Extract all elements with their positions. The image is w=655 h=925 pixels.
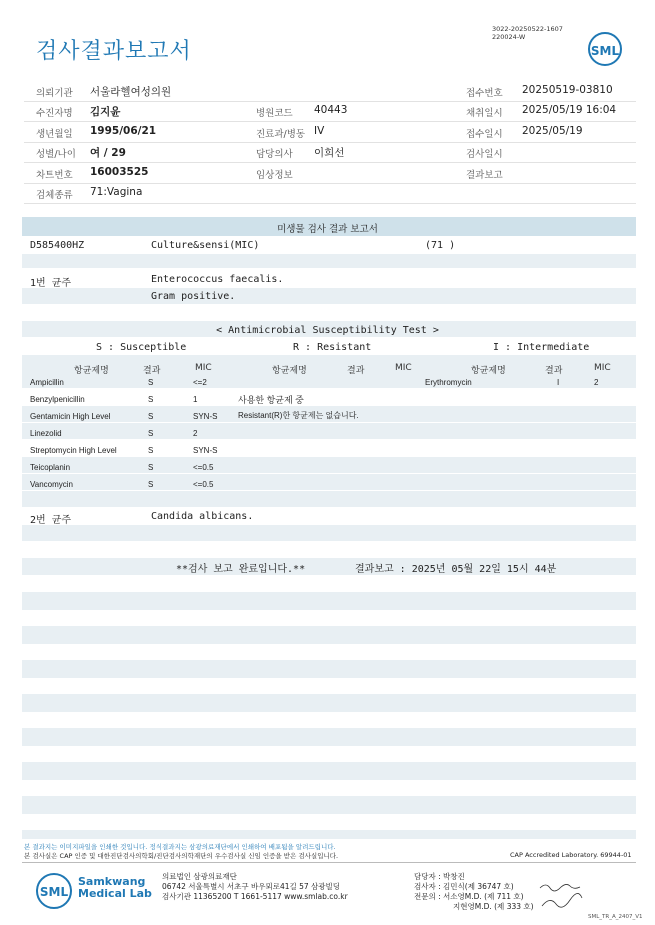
ast-result: S: [148, 480, 154, 489]
ast-result: S: [148, 429, 154, 438]
staff-list: [414, 872, 534, 912]
row-band: [22, 830, 636, 839]
isolate2-label: 2번 균주: [30, 515, 72, 526]
footer-divider: [22, 862, 636, 863]
row-band: [22, 491, 636, 507]
info-label: 병원코드: [256, 108, 293, 119]
info-value: 20250519-03810: [522, 84, 613, 96]
row-band: [22, 525, 636, 541]
legend-resistant: R : Resistant: [293, 342, 372, 353]
info-row: [24, 100, 636, 122]
info-row: [24, 141, 636, 163]
brand-name: Samkwang Medical Lab: [78, 875, 152, 900]
row-band: [22, 728, 636, 746]
ast-mic: <=0.5: [193, 480, 214, 489]
info-label: 진료과/병동: [256, 129, 306, 140]
info-label: 임상정보: [256, 170, 293, 181]
info-label: 검체종류: [36, 190, 73, 201]
info-label: 차트번호: [36, 170, 73, 181]
ast-drug-name: Gentamicin High Level: [30, 412, 111, 421]
legend-intermediate: I : Intermediate: [493, 342, 590, 353]
report-time: 결과보고 : 2025년 05월 22일 15시 44분: [355, 564, 557, 575]
ast-result: S: [148, 378, 154, 387]
ast-mic: <=2: [193, 378, 207, 387]
info-value: 16003525: [90, 166, 149, 178]
info-row: [24, 182, 636, 204]
info-row: [24, 121, 636, 143]
signature-examiner: [540, 884, 580, 891]
test-name: Culture&sensi(MIC): [151, 240, 260, 251]
lab-address: 의료법인 삼광의료재단 06742 서울특별시 서초구 바우뫼로41길 57 삼광빌딩 검사기관 11365200 T 1661-5117 www.smlab.co.kr: [162, 872, 348, 901]
ast-result: I: [557, 378, 560, 387]
info-value: 2025/05/19 16:04: [522, 104, 617, 116]
ast-result: S: [148, 463, 154, 472]
info-label: 의뢰기관: [36, 88, 73, 99]
staff-specialist-2: 지현영M.D. (제 333 호): [453, 902, 534, 911]
row-band: [22, 474, 636, 490]
col-result-left: 결과: [143, 366, 161, 376]
staff-examiner: 검사자 : 김민식(제 36747 호): [414, 882, 514, 891]
ast-drug-name: Erythromycin: [425, 378, 472, 387]
ast-mic: SYN-S: [193, 446, 218, 455]
col-mic-right: MIC: [594, 363, 611, 373]
info-value: 40443: [314, 104, 348, 116]
report-title: 검사결과보고서: [36, 39, 192, 64]
info-label: 접수일시: [466, 129, 503, 140]
form-version: SML_TR_A_2407_V1: [588, 914, 643, 920]
row-band: [22, 592, 636, 610]
ast-result: S: [148, 395, 154, 404]
col-drug-left: 항균제명: [74, 366, 109, 376]
sml-logo: SML: [588, 32, 622, 66]
signature-marks: [538, 880, 588, 910]
info-label: 결과보고: [466, 170, 503, 181]
ast-result: S: [148, 446, 154, 455]
isolate1-label: 1번 균주: [30, 278, 72, 289]
staff-specialist: 전문의 : 서소영M.D. (제 711 호): [414, 892, 524, 901]
resistance-note-2: Resistant(R)한 항균제는 없습니다.: [238, 411, 359, 420]
info-label: 채취일시: [466, 108, 503, 119]
ast-drug-name: Teicoplanin: [30, 463, 71, 472]
row-band: [22, 762, 636, 780]
info-label: 담당의사: [256, 149, 293, 160]
print-notice: 본 결과지는 이미지파일을 인쇄한 것입니다. 정식결과지는 삼광의료재단에서 인쇄하여 배포됨을 알려드립니다.: [24, 843, 336, 851]
ast-result: S: [148, 412, 154, 421]
isolate2-name: Candida albicans.: [151, 511, 254, 522]
info-value: 서울라헬여성의원: [90, 86, 172, 98]
col-mic-mid: MIC: [395, 363, 412, 373]
report-complete: **검사 보고 완료입니다.**: [176, 564, 306, 575]
ast-drug-name: Streptomycin High Level: [30, 446, 117, 455]
col-result-mid: 결과: [347, 366, 365, 376]
row-band: [22, 626, 636, 644]
row-band: [22, 694, 636, 712]
ast-drug-name: Benzylpenicillin: [30, 395, 85, 404]
staff-manager: 담당자 : 박창진: [414, 872, 465, 881]
col-drug-mid: 항균제명: [272, 366, 307, 376]
info-value: 여 / 29: [90, 147, 126, 159]
ast-mic: 2: [193, 429, 198, 438]
info-value: 김지윤: [90, 106, 121, 118]
ast-drug-name: Ampicillin: [30, 378, 64, 387]
ast-mic: 1: [193, 395, 198, 404]
isolate1-gram: Gram positive.: [151, 291, 236, 302]
info-value: 71:Vagina: [90, 186, 143, 198]
ast-mic: 2: [594, 378, 599, 387]
row-band: [22, 288, 636, 304]
test-code: D585400HZ: [30, 240, 85, 251]
info-value: 이희선: [314, 147, 345, 159]
sml-brand-logo: SML: [36, 873, 72, 909]
signature-specialist: [542, 893, 582, 907]
document-number: 3022-20250522-1607 220024-W: [492, 25, 563, 41]
row-band: [22, 660, 636, 678]
info-value: 2025/05/19: [522, 125, 583, 137]
isolate1-name: Enterococcus faecalis.: [151, 274, 284, 285]
info-label: 검사일시: [466, 149, 503, 160]
row-band: [22, 796, 636, 814]
row-band: [22, 423, 636, 439]
certification-note: 본 검사실은 CAP 인증 및 대한진단검사의학회/진단검사의학재단의 우수검사실 신임 인증을 받은 검사실입니다.: [24, 852, 339, 860]
info-label: 성별/나이: [36, 149, 76, 160]
row-band: [22, 355, 636, 373]
col-mic-left: MIC: [195, 363, 212, 373]
col-drug-right: 항균제명: [471, 366, 506, 376]
info-label: 생년월일: [36, 129, 73, 140]
specimen-code: (71 ): [425, 240, 456, 251]
row-band: [22, 457, 636, 473]
info-value: IV: [314, 125, 325, 137]
info-label: 수진자명: [36, 108, 73, 119]
row-band: [22, 254, 636, 268]
ast-mic: SYN-S: [193, 412, 218, 421]
info-value: 1995/06/21: [90, 125, 157, 137]
info-label: 접수번호: [466, 88, 503, 99]
row-band: [22, 372, 636, 388]
ast-mic: <=0.5: [193, 463, 214, 472]
info-row: [24, 162, 636, 184]
ast-title: < Antimicrobial Susceptibility Test >: [216, 325, 439, 336]
section-title: 미생물 검사 결과 보고서: [277, 224, 378, 235]
info-row: [24, 80, 636, 102]
resistance-note-1: 사용한 항균제 중: [238, 395, 304, 405]
cap-accreditation: CAP Accredited Laboratory. 69944-01: [510, 851, 632, 859]
ast-drug-name: Linezolid: [30, 429, 62, 438]
ast-drug-name: Vancomycin: [30, 480, 73, 489]
col-result-right: 결과: [545, 366, 563, 376]
legend-susceptible: S : Susceptible: [96, 342, 187, 353]
